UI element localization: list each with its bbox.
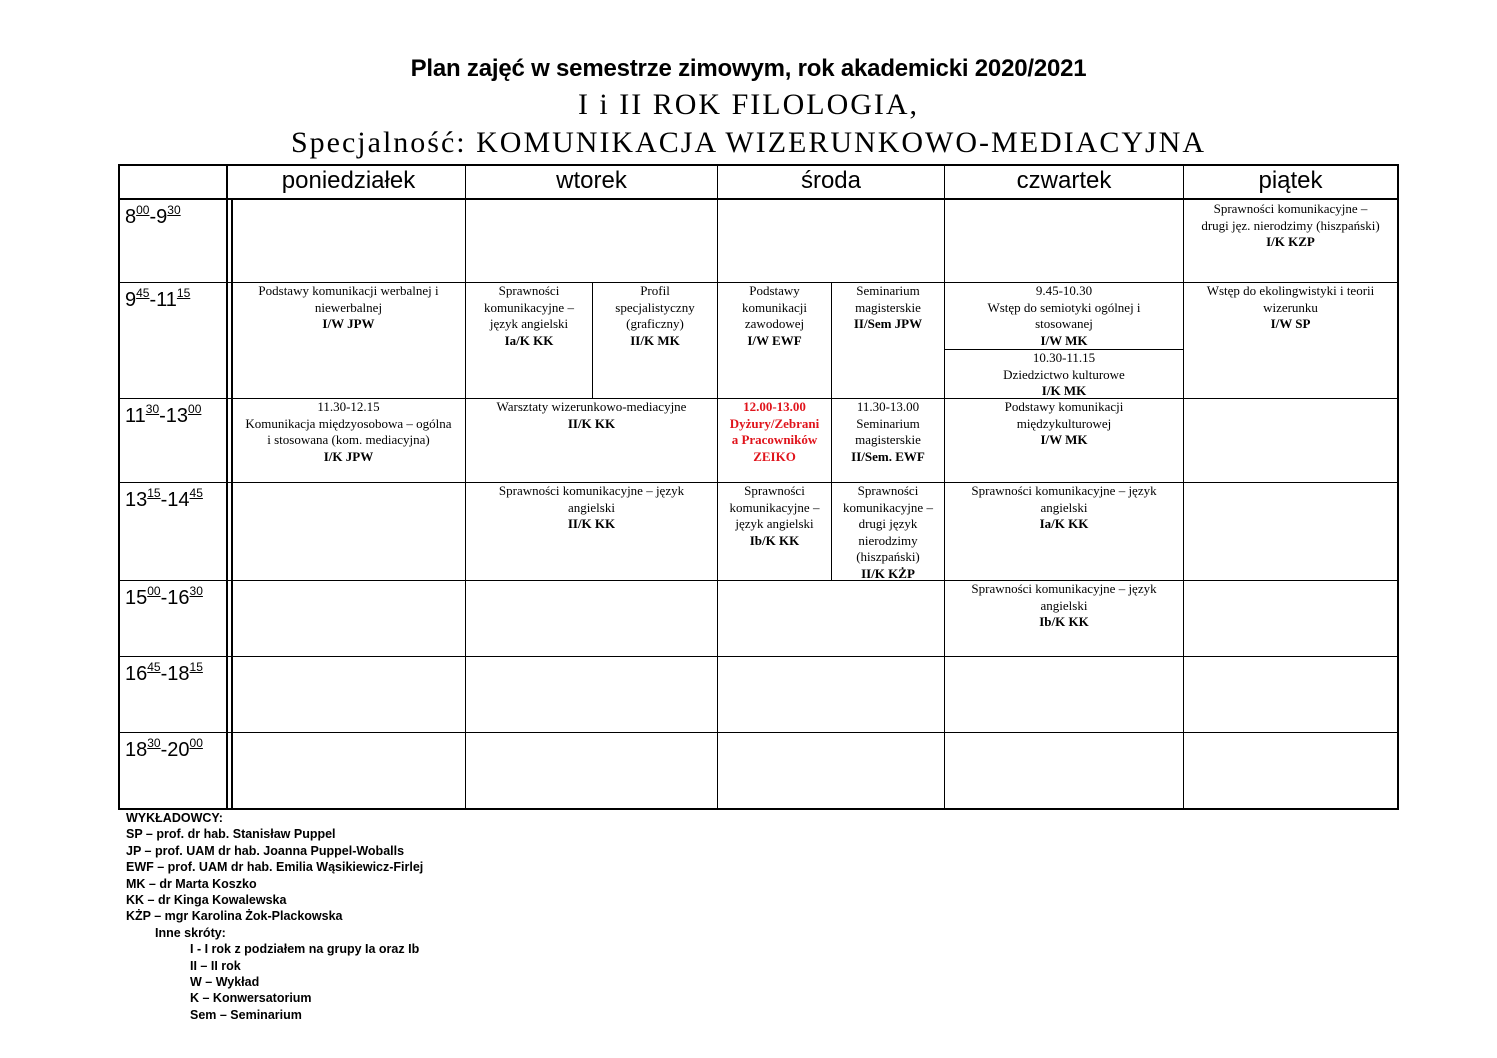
time-slot-label: $8^{00}-9^{30}$ (125, 203, 181, 228)
class-cell: Podstawy komunikacji zawodowej I/W EWF (742, 283, 807, 348)
legend-lecturer: JP – prof. UAM dr hab. Joanna Puppel-Woballs (126, 843, 405, 858)
legend (126, 810, 423, 1023)
legend-abbreviation: Sem – Seminarium (190, 1007, 302, 1022)
title-specialty: Specjalność: KOMUNIKACJA WIZERUNKOWO-MEDIACYJNA (290, 126, 1207, 159)
class-cell: 9.45-10.30 Wstęp do semiotyki ogólnej i stosowanej I/W MK (987, 283, 1141, 348)
legend-lecturer: EWF – prof. UAM dr hab. Emilia Wąsikiewicz-Firlej (126, 860, 424, 875)
title-plan: Plan zajęć w semestrze zimowym, rok akademicki 2020/2021 (410, 55, 1087, 82)
time-slot-label: $13^{15}-14^{45}$ (125, 486, 203, 511)
class-cell: Sprawności komunikacyjne – język angielski II/K KK (498, 483, 685, 531)
class-cell: Podstawy komunikacji werbalnej i niewerbalnej I/W JPW (258, 283, 439, 331)
class-cell: 10.30-11.15 Dziedzictwo kulturowe I/K MK (1003, 350, 1125, 398)
legend-lecturer: KK – dr Kinga Kowalewska (126, 893, 287, 908)
time-slot-label: $16^{45}-18^{15}$ (125, 660, 203, 685)
grid-line (118, 580, 1399, 581)
grid-line (226, 164, 228, 810)
class-cell: Sprawności komunikacyjne – język angielski Ib/K KK (729, 483, 820, 548)
grid-line (118, 164, 1399, 166)
legend-lecturer: MK – dr Marta Koszko (126, 876, 257, 891)
grid-line (118, 656, 1399, 657)
legend-abbreviation: W – Wykład (190, 975, 260, 990)
day-header-tuesday: wtorek (556, 167, 627, 194)
class-cell: Profil specjalistyczny (graficzny) II/K MK (615, 283, 695, 348)
class-cell: Podstawy komunikacji międzykulturowej I/W MK (1004, 399, 1124, 447)
class-cell: Warsztaty wizerunkowo-mediacyjne II/K KK (496, 399, 687, 431)
staff-meeting-cell: 12.00-13.00 Dyżury/Zebrani a Pracowników ZEIKO (729, 399, 820, 464)
class-cell: 11.30-13.00 Seminarium magisterskie II/Sem. EWF (851, 399, 925, 464)
legend-lecturer: KŻP – mgr Karolina Żok-Plackowska (126, 909, 343, 924)
grid-line (1397, 164, 1399, 810)
grid-line (118, 732, 1399, 733)
class-cell: Sprawności komunikacyjne – drugi jęz. nierodzimy (hiszpański) I/K KZP (1201, 201, 1380, 249)
day-header-thursday: czwartek (1016, 167, 1112, 194)
grid-line (118, 164, 120, 810)
legend-abbreviation: K – Konwersatorium (190, 991, 312, 1006)
time-slot-label: $9^{45}-11^{15}$ (125, 286, 191, 311)
class-cell: Sprawności komunikacyjne – język angielski Ia/K KK (484, 283, 574, 348)
legend-abbr-heading: Inne skróty: (155, 925, 226, 940)
class-cell: Seminarium magisterskie II/Sem JPW (853, 283, 923, 331)
class-cell: 11.30-12.15 Komunikacja międzyosobowa – ogólna i stosowana (kom. mediacyjna) I/K JPW (245, 399, 452, 464)
time-slot-label: $15^{00}-16^{30}$ (125, 584, 203, 609)
time-slot-label: $18^{30}-20^{00}$ (125, 736, 203, 761)
title-year: I i II ROK FILOLOGIA, (577, 88, 920, 121)
legend-lecturer: SP – prof. dr hab. Stanisław Puppel (126, 827, 336, 842)
class-cell: Wstęp do ekolingwistyki i teorii wizerunku I/W SP (1206, 283, 1375, 331)
legend-heading: WYKŁADOWCY: (126, 811, 223, 825)
grid-line (118, 198, 1399, 200)
time-slot-label: $11^{30}-13^{00}$ (125, 402, 202, 427)
grid-line (1183, 164, 1184, 810)
legend-abbreviation: II – II rok (190, 958, 241, 973)
day-header-monday: poniedziałek (281, 167, 416, 194)
class-cell: Sprawności komunikacyjne – drugi język nierodzimy (hiszpański) II/K KŻP (843, 483, 933, 581)
class-cell: Sprawności komunikacyjne – język angielski Ia/K KK (971, 483, 1157, 531)
class-cell: Sprawności komunikacyjne – język angielski Ib/K KK (971, 581, 1157, 629)
day-header-wednesday: środa (800, 167, 862, 194)
legend-abbreviation: I - I rok z podziałem na grupy Ia oraz Ib (190, 942, 420, 957)
day-header-friday: piątek (1258, 167, 1323, 194)
timetable (118, 164, 1399, 810)
